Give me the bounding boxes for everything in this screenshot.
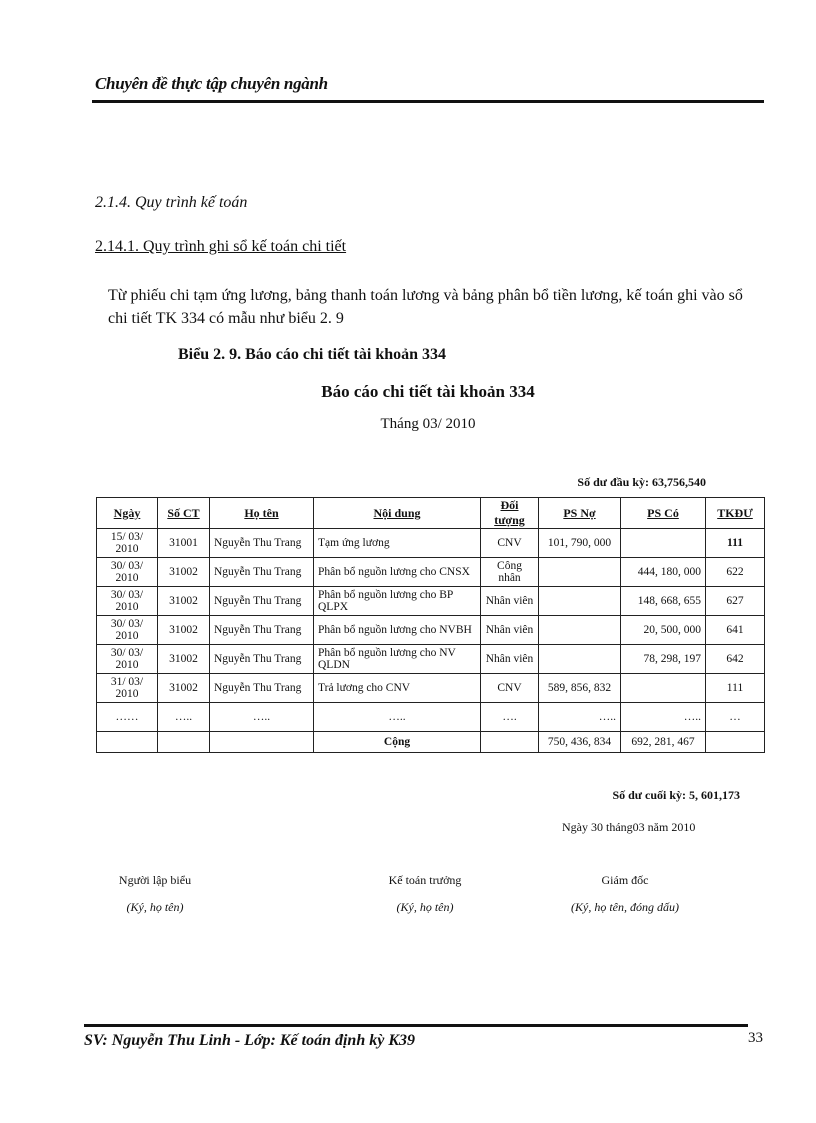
column-header: PS Nợ	[539, 498, 621, 529]
table-row	[97, 645, 765, 674]
table-row	[97, 674, 765, 703]
cell-credit: …..	[621, 703, 706, 732]
table-row	[97, 587, 765, 616]
body-paragraph: Từ phiếu chi tạm ứng lương, bảng thanh toán lương và bảng phân bổ tiền lương, kế toán ghi vào sổ chi tiết TK 334 có mẫu như biểu 2. 9	[108, 287, 743, 327]
cell-description: Phân bổ nguồn lương cho NVBH	[314, 616, 481, 645]
cell-name: Nguyễn Thu Trang	[210, 645, 314, 674]
cell-object: Nhân viên	[481, 645, 539, 674]
cell-name: Nguyễn Thu Trang	[210, 587, 314, 616]
cell-debit: 589, 856, 832	[539, 674, 621, 703]
table-row	[97, 703, 765, 732]
opening-balance: Số dư đầu kỳ: 63,756,540	[577, 475, 706, 489]
cell-date: 31/ 03/ 2010	[97, 674, 158, 703]
cell-date: 30/ 03/ 2010	[97, 558, 158, 587]
cell-account: 622	[706, 558, 765, 587]
header-divider	[92, 100, 764, 103]
section-heading: 2.1.4. Quy trình kế toán	[95, 194, 248, 211]
cell-date: 15/ 03/ 2010	[97, 529, 158, 558]
signature-director	[560, 873, 690, 915]
cell-doc-no: 31002	[158, 616, 210, 645]
cell-doc-no: 31002	[158, 587, 210, 616]
table-header-row	[97, 498, 765, 529]
table-row	[97, 529, 765, 558]
date-line: Ngày 30 tháng03 năm 2010	[562, 820, 696, 834]
cell-date: 30/ 03/ 2010	[97, 587, 158, 616]
cell-account: …	[706, 703, 765, 732]
page-number: 33	[748, 1030, 763, 1046]
cell-debit	[539, 616, 621, 645]
footer-text: SV: Nguyễn Thu Linh - Lớp: Kế toán định kỳ K39	[84, 1032, 415, 1049]
cell-description: Tạm ứng lương	[314, 529, 481, 558]
cell-description: Phân bổ nguồn lương cho BP QLPX	[314, 587, 481, 616]
cell-object: Công nhân	[481, 558, 539, 587]
cell-credit	[621, 529, 706, 558]
total-debit: 750, 436, 834	[539, 732, 621, 753]
column-header: Đối tượng	[481, 498, 539, 529]
cell-account: 111	[706, 674, 765, 703]
cell-credit: 78, 298, 197	[621, 645, 706, 674]
cell-account: 642	[706, 645, 765, 674]
cell-debit: …..	[539, 703, 621, 732]
cell-date: 30/ 03/ 2010	[97, 645, 158, 674]
signature-note: (Ký, họ tên)	[396, 900, 454, 914]
cell-doc-no: 31002	[158, 645, 210, 674]
signature-role: Kế toán trưởng	[388, 873, 462, 887]
cell-debit	[539, 587, 621, 616]
cell-debit	[539, 558, 621, 587]
signature-role: Giám đốc	[601, 873, 649, 887]
cell-name: Nguyễn Thu Trang	[210, 529, 314, 558]
cell-account: 627	[706, 587, 765, 616]
column-header: Họ tên	[210, 498, 314, 529]
cell-name: Nguyễn Thu Trang	[210, 558, 314, 587]
cell-object: Nhân viên	[481, 616, 539, 645]
cell-credit: 444, 180, 000	[621, 558, 706, 587]
table-row	[97, 558, 765, 587]
table-row	[97, 616, 765, 645]
cell-doc-no: 31002	[158, 674, 210, 703]
column-header: Ngày	[97, 498, 158, 529]
signature-preparer	[100, 873, 210, 915]
footer-divider	[84, 1024, 748, 1027]
header-title: Chuyên đề thực tập chuyên ngành	[95, 74, 328, 93]
cell-empty	[706, 732, 765, 753]
column-header: Số CT	[158, 498, 210, 529]
cell-empty	[97, 732, 158, 753]
cell-doc-no: 31002	[158, 558, 210, 587]
subsection-heading: 2.14.1. Quy trình ghi sổ kế toán chi tiết	[95, 238, 347, 255]
cell-empty	[481, 732, 539, 753]
cell-account: 641	[706, 616, 765, 645]
column-header: TKĐƯ	[706, 498, 765, 529]
report-month: Tháng 03/ 2010	[380, 416, 476, 432]
cell-description: Trả lương cho CNV	[314, 674, 481, 703]
ledger-table	[96, 497, 765, 753]
signature-chief-accountant	[365, 873, 485, 915]
cell-credit: 20, 500, 000	[621, 616, 706, 645]
cell-credit: 148, 668, 655	[621, 587, 706, 616]
signature-note: (Ký, họ tên, đóng dấu)	[571, 900, 679, 914]
cell-doc-no: 31001	[158, 529, 210, 558]
cell-description: Phân bổ nguồn lương cho NV QLDN	[314, 645, 481, 674]
cell-description: …..	[314, 703, 481, 732]
report-title: Báo cáo chi tiết tài khoản 334	[321, 382, 535, 401]
cell-empty	[158, 732, 210, 753]
cell-debit	[539, 645, 621, 674]
closing-balance: Số dư cuối kỳ: 5, 601,173	[612, 788, 740, 802]
cell-name: …..	[210, 703, 314, 732]
cell-doc-no: …..	[158, 703, 210, 732]
cell-name: Nguyễn Thu Trang	[210, 674, 314, 703]
cell-credit	[621, 674, 706, 703]
column-header: PS Có	[621, 498, 706, 529]
cell-object: CNV	[481, 529, 539, 558]
cell-account: 111	[706, 529, 765, 558]
total-label: Cộng	[314, 732, 481, 753]
cell-empty	[210, 732, 314, 753]
cell-object: ….	[481, 703, 539, 732]
column-header: Nội dung	[314, 498, 481, 529]
cell-date: 30/ 03/ 2010	[97, 616, 158, 645]
signature-note: (Ký, họ tên)	[126, 900, 184, 914]
cell-debit: 101, 790, 000	[539, 529, 621, 558]
signature-role: Người lập biểu	[118, 873, 192, 887]
figure-caption: Biểu 2. 9. Báo cáo chi tiết tài khoản 334	[178, 346, 447, 363]
cell-name: Nguyễn Thu Trang	[210, 616, 314, 645]
cell-date: ……	[97, 703, 158, 732]
cell-object: Nhân viên	[481, 587, 539, 616]
cell-object: CNV	[481, 674, 539, 703]
total-credit: 692, 281, 467	[621, 732, 706, 753]
table-total-row	[97, 732, 765, 753]
cell-description: Phân bổ nguồn lương cho CNSX	[314, 558, 481, 587]
